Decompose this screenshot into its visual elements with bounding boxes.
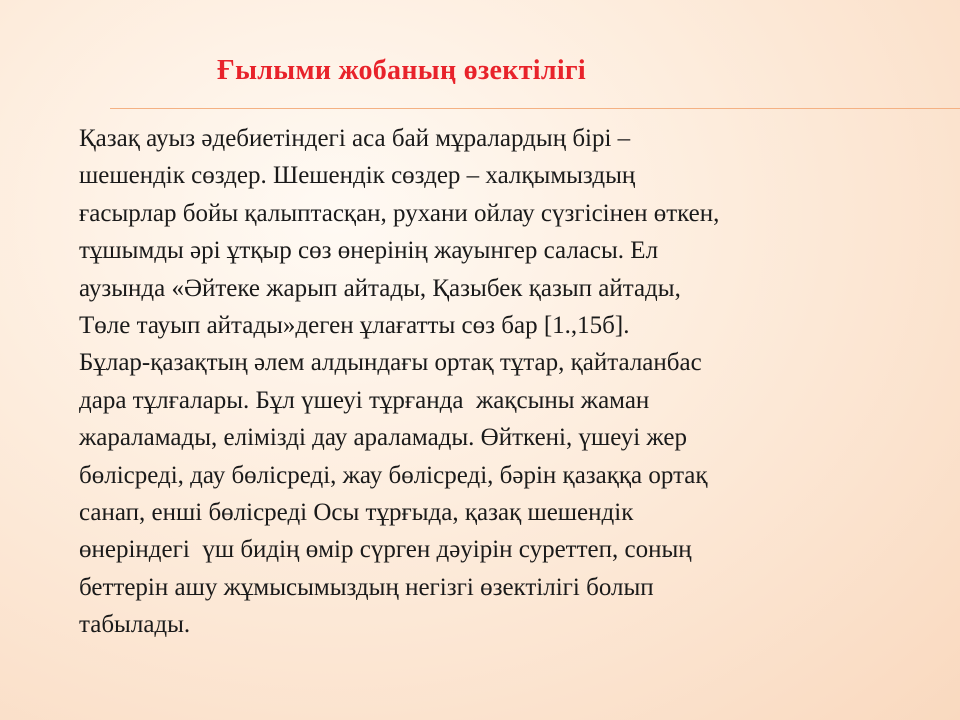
body-line: аузында «Әйтеке жарып айтады, Қазыбек қазып айтады, [79, 274, 681, 302]
body-line: Төле тауып айтады»деген ұлағатты сөз бар [1.,15б]. [79, 312, 630, 340]
body-line: өнеріндегі үш бидің өмір сүрген дәуірін суреттеп, соның [79, 536, 692, 564]
body-line: Бұлар-қазақтың әлем алдындағы ортақ тұтар, қайталанбас [79, 349, 702, 377]
body-line: табылады. [79, 611, 191, 639]
body-line: ғасырлар бойы қалыптасқан, рухани ойлау сүзгісінен өткен, [79, 199, 720, 227]
body-line: бөлісреді, дау бөлісреді, жау бөлісреді, бәрін қазаққа ортақ [79, 461, 708, 489]
body-line: беттерін ашу жұмысымыздың негізгі өзектілігі болып [79, 573, 654, 601]
slide-title: Ғылыми жобаның өзектілігі [217, 55, 587, 86]
body-line: санап, енші бөлісреді Осы тұрғыда, қазақ шешендік [79, 499, 634, 527]
slide-body-text [79, 120, 919, 644]
body-line: Қазақ ауыз әдебиетіндегі аса бай мұралардың бірі – [79, 125, 631, 152]
title-divider [110, 108, 960, 109]
body-line: жараламады, елімізді дау араламады. Өйткені, үшеуі жер [79, 424, 687, 452]
body-line: шешендік сөздер. Шешендік сөздер – халқымыздың [79, 162, 636, 190]
body-line: дара тұлғалары. Бұл үшеуі тұрғанда жақсыны жаман [79, 386, 650, 414]
body-line: тұшымды әрі ұтқыр сөз өнерінің жауынгер саласы. Ел [79, 237, 659, 265]
